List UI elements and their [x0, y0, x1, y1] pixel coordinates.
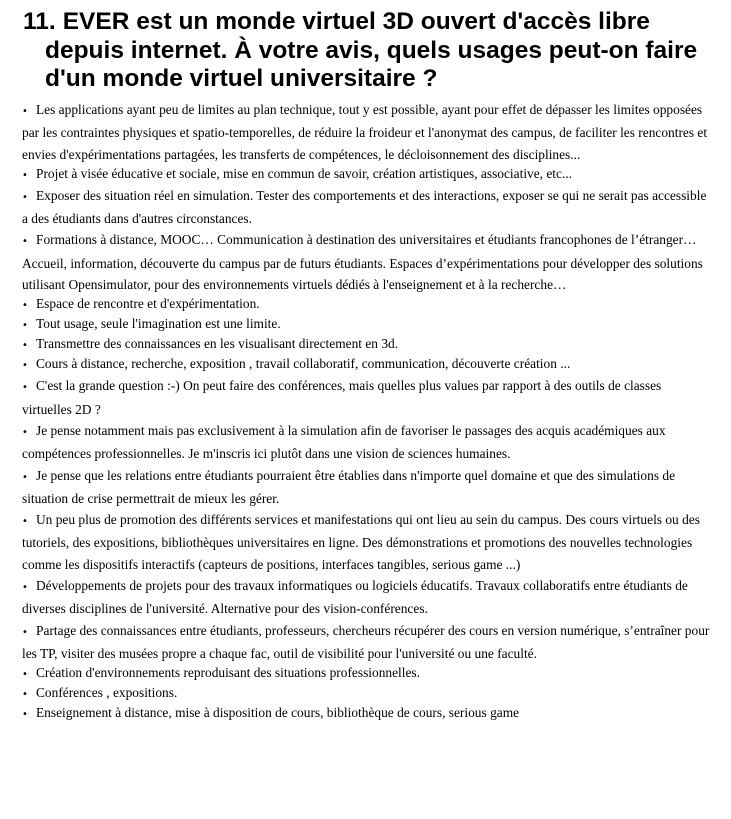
bullet-icon: • [22, 516, 28, 528]
answer-item [22, 99, 712, 165]
answer-text: Enseignement à distance, mise à disposition de cours, bibliothèque de cours, serious game [36, 705, 520, 721]
answer-text: Création d'environnements reproduisant des situations professionnelles. [36, 665, 420, 681]
bullet-icon: • [22, 669, 28, 681]
answer-item [22, 575, 712, 620]
answer-item [22, 355, 712, 375]
bullet-icon: • [22, 106, 28, 117]
bullet-icon: • [22, 360, 28, 372]
answer-item [22, 229, 712, 295]
bullet-icon: • [22, 689, 28, 701]
bullet-icon: • [22, 236, 28, 248]
answer-item [22, 620, 712, 665]
answer-text: Espace de rencontre et d'expérimentation. [36, 296, 260, 312]
answer-item [22, 465, 712, 510]
answer-text: Exposer des situation réel en simulation. Tester des comportements et des interactions, exposer se qui ne serait pas accessible a des étudiants dans d'autres circonstances. [22, 187, 707, 227]
bullet-icon: • [22, 709, 28, 721]
answer-item [22, 315, 712, 335]
bullet-icon: • [22, 626, 28, 638]
answer-item [22, 375, 712, 420]
answer-text: Un peu plus de promotion des différents services et manifestations qui ont lieu au sein du campus. Des cours virtuels ou des tutoriels, des expositions, bibliothèques universitaires en ligne. Des démonstrations et promotions des nouvelles technologies comme les dispositifs interactifs (capteurs de positions, interfaces tangibles, serious game ...) [22, 512, 700, 572]
answer-text: Tout usage, seule l'imagination est une limite. [36, 316, 281, 332]
bullet-icon: • [22, 340, 28, 352]
answer-item [22, 165, 712, 185]
answer-item [22, 335, 712, 355]
answer-text: C'est la grande question :-) On peut faire des conférences, mais quelles plus values par rapport à des outils de classes virtuelles 2D ? [22, 378, 662, 417]
bullet-icon: • [22, 169, 28, 181]
answer-item [22, 420, 712, 465]
question-title [23, 8, 713, 94]
answer-item [22, 704, 712, 724]
question-text: EVER est un monde virtuel 3D ouvert d'accès libre depuis internet. À votre avis, quels usages peut-on faire d'un monde virtuel universitaire ? [45, 8, 698, 92]
answer-text: Les applications ayant peu de limites au plan technique, tout y est possible, ayant pour effet de dépasser les limites opposées par les contraintes physiques et spatio-temporelles, de réduire la froideur et l'anonymat des campus, de faciliter les rencontres et envies d'expérimentations partagées, les transferts de compétences, le décloisonnement des disciplines... [22, 102, 708, 162]
answer-item [22, 684, 712, 704]
answer-text: Formations à distance, MOOC… Communication à destination des universitaires et étudiants francophones de l’étranger… Accueil, information, découverte du campus par de futurs étudiants. Espaces d’expérimentations pour développer des solutions utilisant Opensimulator, pour des environnements virtuels dédiés à l'enseignement et à la recherche… [22, 232, 703, 293]
answer-item [22, 295, 712, 315]
answer-item [22, 509, 712, 575]
answer-item [22, 664, 712, 684]
answer-text: Je pense que les relations entre étudiants pourraient être établies dans n'importe quel domaine et que des simulations de situation de crise permettrait de mieux les gérer. [22, 467, 676, 506]
answer-text: Développements de projets pour des travaux informatiques ou logiciels éducatifs. Travaux collaboratifs entre étudiants de diverses disciplines de l'université. Alternative pour des vision-conférences. [22, 578, 688, 617]
bullet-icon: • [22, 300, 28, 312]
answer-item [22, 185, 712, 230]
answer-list [22, 99, 712, 724]
question-number: 11. [23, 8, 56, 35]
answer-text: Partage des connaissances entre étudiants, professeurs, chercheurs récupérer des cours en version numérique, s’entraîner pour les TP, visiter des musées propre a chaque fac, outil de visibilité pour l'université ou une faculté. [22, 622, 710, 661]
answer-text: Cours à distance, recherche, exposition , travail collaboratif, communication, découverte création ... [36, 356, 571, 372]
bullet-icon: • [22, 382, 28, 394]
question-text-block [23, 8, 713, 94]
answer-text: Je pense notamment mais pas exclusivement à la simulation afin de favoriser le passages des acquis académiques aux compétences professionnelles. Je m'inscris ici plutôt dans une vision de sciences humaines. [22, 422, 666, 462]
answer-text: Projet à visée éducative et sociale, mise en commun de savoir, création artistiques, associative, etc... [36, 165, 573, 181]
bullet-icon: • [22, 320, 28, 332]
bullet-icon: • [22, 426, 28, 438]
bullet-icon: • [22, 582, 28, 594]
bullet-icon: • [22, 471, 28, 483]
bullet-icon: • [22, 191, 28, 203]
answer-text: Transmettre des connaissances en les visualisant directement en 3d. [36, 336, 399, 352]
answer-text: Conférences , expositions. [36, 685, 178, 701]
